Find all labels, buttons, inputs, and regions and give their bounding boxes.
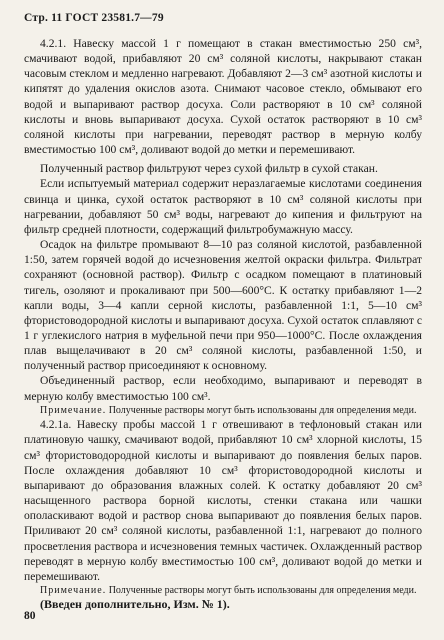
paragraph-sediment: Осадок на фильтре промывают 8—10 раз соляной кислотой, разбавленной 1:50, затем горячей водой до исчезновения желтой окраски фильтра. Фильтрат сохраняют (основной раствор). Фильтр с осадком помещают в платиновый тигель, озоляют и прокаливают при 500—600°С. К остатку прибавляют 1—2 капли воды, 3—4 капли серной кислоты, разбавленной 1:1, 5—10 см³ фтористоводородной кислоты и выпаривают досуха. Сухой остаток сплавляют с 1 г углекислого натрия в муфельной печи при 950—1000°С. После охлаждения плав выщелачивают в 20 см³ соляной кислоты, разбавленной 1:50, и полученный раствор присоединяют к основному.	[24, 238, 422, 373]
amendment-note: (Введен дополнительно, Изм. № 1).	[40, 597, 230, 612]
note-2-lead: Примечание.	[40, 584, 107, 596]
note-1-text: Полученные растворы могут быть использованы для определения меди.	[106, 404, 417, 416]
paragraph-4-2-1a: 4.2.1а. Навеску пробы массой 1 г отвешивают в тефлоновый стакан или платиновую чашку, смачивают водой, прибавляют 10 см³ хлорной кислоты, 15 см³ фтористоводородной кислоты и выпаривают до появления белых паров. После охлаждения добавляют 10 см³ фтористоводородной кислоты и выпаривают до образования влажных солей. К остатку добавляют 20 см³ насыщенного раствора борной кислоты, стенки стакана или чашки ополаскивают водой и раствор снова выпаривают до появления белых паров. Приливают 20 см³ соляной кислоты, разбавленной 1:1, нагревают до полного просветления раствора и исчезновения темных частичек. Охлажденный раствор переводят в мерную колбу вместимостью 100 см³, доливают водой до метки и перемешивают.	[24, 418, 422, 583]
paragraph-combined: Объединенный раствор, если необходимо, выпаривают и переводят в мерную колбу вместимостью 100 см³.	[24, 374, 422, 403]
paragraph-4-2-1: 4.2.1. Навеску массой 1 г помещают в стакан вместимостью 250 см³, смачивают водой, прибавляют 20 см³ соляной кислоты, накрывают стакан часовым стеклом и медленно нагревают. Добавляют 2—3 см³ азотной кислоты и кипятят до удаления окислов азота. Снимают часовое стекло, обмывают его водой и выпаривают раствор досуха. Соли растворяют в 10 см³ соляной кислоты и вновь выпаривают досуха. Сухой остаток растворяют в 10 см³ соляной кислоты при нагревании, переводят раствор в мерную колбу вместимостью 100 см³, доливают водой до метки и перемешивают.	[24, 37, 422, 157]
page-number: 80	[24, 610, 36, 622]
note-1	[24, 404, 422, 418]
note-2	[24, 584, 422, 598]
paragraph-filter: Полученный раствор фильтруют через сухой фильтр в сухой стакан.	[40, 162, 378, 176]
document-body	[24, 36, 422, 613]
page-header: Стр. 11 ГОСТ 23581.7—79	[24, 12, 164, 24]
note-2-text: Полученные растворы могут быть использованы для определения меди.	[106, 584, 417, 596]
paragraph-insoluble: Если испытуемый материал содержит неразлагаемые кислотами соединения свинца и цинка, сухой остаток растворяют в 10 см³ соляной кислоты при нагревании, добавляют 50 см³ воды, нагревают до кипения и фильтруют на фильтр средней плотности, содержащий фильтробумажную массу.	[24, 177, 422, 236]
note-1-lead: Примечание.	[40, 404, 107, 416]
